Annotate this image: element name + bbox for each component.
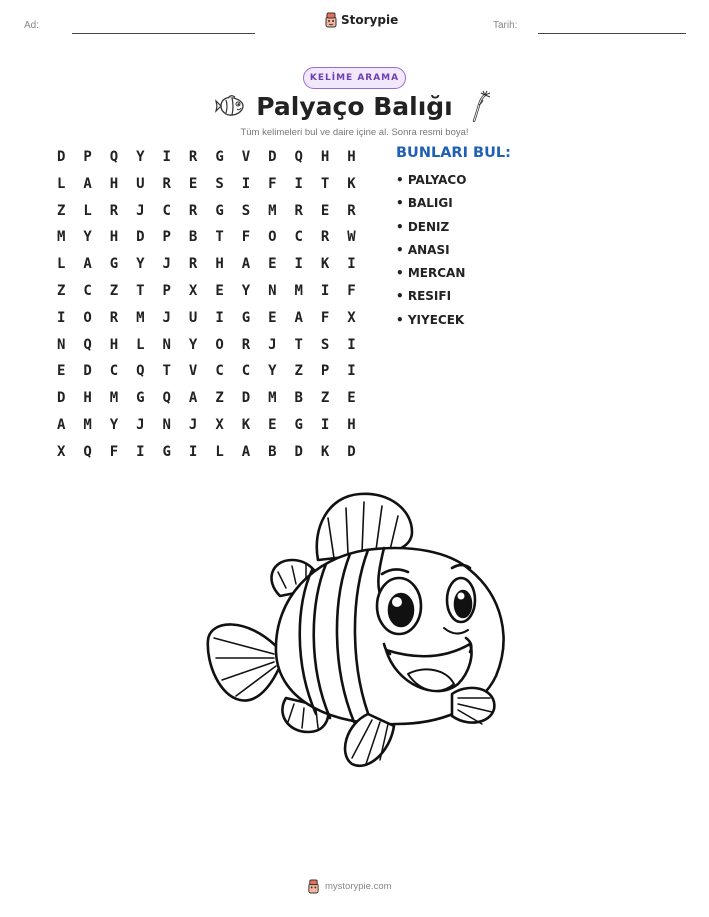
grid-letter[interactable]: D <box>347 443 356 460</box>
grid-letter[interactable]: D <box>56 149 66 165</box>
grid-letter[interactable]: R <box>294 202 303 219</box>
grid-letter[interactable]: R <box>320 229 330 246</box>
grid-letter[interactable]: X <box>347 309 356 326</box>
grid-letter[interactable]: C <box>109 363 119 380</box>
grid-letter[interactable]: P <box>320 363 330 380</box>
grid-letter[interactable]: B <box>268 443 277 460</box>
grid-letter[interactable]: T <box>294 336 303 353</box>
grid-letter[interactable]: Z <box>56 282 66 299</box>
grid-letter[interactable]: R <box>188 149 198 165</box>
grid-letter[interactable]: T <box>215 229 224 246</box>
grid-letter[interactable]: D <box>83 363 92 380</box>
grid-letter[interactable]: N <box>162 336 171 353</box>
grid-letter[interactable]: B <box>188 229 198 246</box>
instructions: Tüm kelimeleri bul ve daire içine al. Sonra resmi boya! <box>240 127 469 138</box>
grid-letter[interactable]: M <box>268 390 277 407</box>
grid-letter[interactable]: H <box>109 175 119 192</box>
grid-letter[interactable]: S <box>320 336 330 353</box>
grid-letter[interactable]: Q <box>83 443 92 460</box>
grid-letter[interactable]: Q <box>83 336 92 353</box>
grid-letter[interactable]: D <box>268 149 277 165</box>
grid-letter[interactable]: E <box>347 390 356 407</box>
grid-letter[interactable]: G <box>241 309 251 326</box>
grid-letter[interactable]: H <box>320 149 330 165</box>
grid-letter[interactable]: Z <box>56 202 66 219</box>
grid-letter[interactable]: H <box>215 256 224 273</box>
storypie-logo-icon <box>324 12 338 28</box>
grid-letter[interactable]: E <box>268 309 277 326</box>
grid-letter[interactable]: U <box>136 175 145 192</box>
grid-letter[interactable]: G <box>294 416 303 433</box>
grid-letter[interactable]: I <box>136 443 145 460</box>
page-title: Palyaço Balığı <box>256 92 453 121</box>
brand-logo <box>324 12 398 28</box>
grid-letter[interactable]: P <box>162 229 171 246</box>
grid-letter[interactable]: O <box>215 336 224 353</box>
grid-letter[interactable]: F <box>109 443 119 460</box>
grid-letter[interactable]: R <box>188 202 198 219</box>
grid-letter[interactable]: K <box>241 416 251 433</box>
grid-letter[interactable]: I <box>347 256 356 273</box>
grid-letter[interactable]: L <box>215 443 224 460</box>
grid-letter[interactable]: J <box>162 256 171 273</box>
grid-letter[interactable]: I <box>241 175 251 192</box>
grid-letter[interactable]: I <box>188 443 198 460</box>
grid-letter[interactable]: F <box>347 282 356 299</box>
grid-letter[interactable]: E <box>215 282 224 299</box>
grid-letter[interactable]: C <box>83 282 92 299</box>
grid-letter[interactable]: K <box>320 443 330 460</box>
grid-letter[interactable]: H <box>83 390 92 407</box>
grid-letter[interactable]: M <box>56 229 66 246</box>
grid-letter[interactable]: E <box>56 363 66 380</box>
grid-letter[interactable]: R <box>241 336 251 353</box>
date-label: Tarih: <box>493 20 518 31</box>
word-list-item: • PALYACO <box>396 173 467 187</box>
grid-letter[interactable]: Z <box>294 363 303 380</box>
grid-letter[interactable]: J <box>136 202 145 219</box>
grid-letter[interactable]: J <box>162 309 171 326</box>
grid-letter[interactable]: N <box>162 416 171 433</box>
grid-letter[interactable]: G <box>215 202 224 219</box>
word-list-item: • DENIZ <box>396 219 450 234</box>
grid-letter[interactable]: I <box>294 256 303 273</box>
grid-letter[interactable]: T <box>136 282 145 299</box>
grid-letter[interactable]: C <box>215 363 224 380</box>
grid-letter[interactable]: C <box>241 363 251 380</box>
grid-letter[interactable]: I <box>56 309 66 326</box>
grid-letter[interactable]: I <box>320 416 330 433</box>
grid-letter[interactable]: A <box>241 256 251 273</box>
grid-letter[interactable]: R <box>109 309 119 326</box>
grid-letter[interactable]: K <box>320 256 330 273</box>
grid-letter[interactable]: J <box>188 416 198 433</box>
grid-letter[interactable]: Q <box>294 149 303 165</box>
grid-letter[interactable]: G <box>136 390 145 407</box>
grid-letter[interactable]: I <box>347 363 356 380</box>
grid-letter[interactable]: M <box>83 416 92 433</box>
grid-letter[interactable]: Y <box>188 336 198 353</box>
grid-letter[interactable]: G <box>109 256 119 273</box>
grid-letter[interactable]: S <box>215 175 224 192</box>
grid-letter[interactable]: L <box>56 175 66 192</box>
grid-letter[interactable]: Q <box>136 363 145 380</box>
grid-letter[interactable]: E <box>188 175 198 192</box>
grid-letter[interactable]: H <box>109 229 119 246</box>
grid-letter[interactable]: D <box>56 390 66 407</box>
grid-letter[interactable]: N <box>268 282 277 299</box>
grid-letter[interactable]: G <box>215 149 224 165</box>
grid-letter[interactable]: Z <box>320 390 330 407</box>
grid-letter[interactable]: D <box>241 390 251 407</box>
word-list-item: • MERCAN <box>396 266 466 281</box>
grid-letter[interactable]: M <box>294 282 303 299</box>
grid-letter[interactable]: J <box>268 336 277 353</box>
grid-letter[interactable]: H <box>347 416 356 433</box>
grid-letter[interactable]: E <box>320 202 330 219</box>
grid-letter[interactable]: S <box>241 202 251 219</box>
grid-letter[interactable]: L <box>136 336 145 353</box>
grid-letter[interactable]: R <box>162 175 171 192</box>
grid-letter[interactable]: W <box>347 229 356 246</box>
grid-letter[interactable]: R <box>188 256 198 273</box>
grid-letter[interactable]: K <box>347 175 356 192</box>
grid-letter[interactable]: B <box>294 390 303 407</box>
date-line <box>538 33 686 34</box>
grid-letter[interactable]: T <box>320 175 330 192</box>
grid-letter[interactable]: H <box>109 336 119 353</box>
grid-letter[interactable]: D <box>294 443 303 460</box>
clownfish-coloring-illustration <box>200 488 510 768</box>
grid-letter[interactable]: A <box>56 416 66 433</box>
grid-letter[interactable]: U <box>188 309 198 326</box>
grid-letter[interactable]: Z <box>109 282 119 299</box>
grid-letter[interactable]: A <box>83 256 92 273</box>
grid-letter[interactable]: Q <box>162 390 171 407</box>
grid-letter[interactable]: I <box>347 336 356 353</box>
grid-letter[interactable]: I <box>294 175 303 192</box>
grid-letter[interactable]: J <box>136 416 145 433</box>
grid-letter[interactable]: H <box>347 149 356 165</box>
grid-letter[interactable]: A <box>83 175 92 192</box>
grid-letter[interactable]: Q <box>109 149 119 165</box>
grid-letter[interactable]: Y <box>241 282 251 299</box>
grid-letter[interactable]: Y <box>136 256 145 273</box>
word-list-item: • RESIFI <box>396 289 452 304</box>
grid-letter[interactable]: F <box>320 309 330 326</box>
grid-letter[interactable]: V <box>241 149 251 165</box>
word-list-item: • YIYECEK <box>396 312 465 327</box>
grid-letter[interactable]: X <box>215 416 224 433</box>
grid-letter[interactable]: Z <box>215 390 224 407</box>
grid-letter[interactable]: A <box>294 309 303 326</box>
grid-letter[interactable]: G <box>162 443 171 460</box>
grid-letter[interactable]: A <box>188 390 198 407</box>
grid-letter[interactable]: Y <box>109 416 119 433</box>
grid-letter[interactable]: D <box>136 229 145 246</box>
grid-letter[interactable]: M <box>268 202 277 219</box>
coral-icon <box>470 90 492 122</box>
grid-letter[interactable]: R <box>347 202 356 219</box>
grid-letter[interactable]: L <box>56 256 66 273</box>
word-search-grid <box>48 147 365 469</box>
word-list-item: • ANASI <box>396 242 450 257</box>
word-list-item: • BALIGI <box>396 196 453 211</box>
grid-letter[interactable]: Y <box>136 149 145 165</box>
word-list <box>396 172 466 335</box>
name-line <box>72 33 255 34</box>
puzzle-type-badge: KELİME ARAMA <box>303 67 406 89</box>
grid-letter[interactable]: O <box>83 309 92 326</box>
footer-url[interactable]: mystorypie.com <box>325 881 392 892</box>
grid-letter[interactable]: X <box>188 282 198 299</box>
name-label: Ad: <box>24 20 40 31</box>
grid-letter[interactable]: P <box>162 282 171 299</box>
grid-letter[interactable]: N <box>56 336 66 353</box>
grid-letter[interactable]: R <box>109 202 119 219</box>
grid-letter[interactable]: E <box>268 256 277 273</box>
grid-letter[interactable]: Y <box>268 363 277 380</box>
grid-letter[interactable]: I <box>320 282 330 299</box>
grid-letter[interactable]: X <box>56 443 66 460</box>
footer <box>307 879 392 894</box>
grid-letter[interactable]: Y <box>83 229 92 246</box>
grid-letter[interactable]: A <box>241 443 251 460</box>
grid-letter[interactable]: I <box>162 149 171 165</box>
grid-letter[interactable]: C <box>294 229 303 246</box>
grid-letter[interactable]: T <box>162 363 171 380</box>
grid-letter[interactable]: E <box>268 416 277 433</box>
storypie-logo-icon <box>307 879 320 894</box>
grid-letter[interactable]: M <box>109 390 119 407</box>
grid-letter[interactable]: P <box>83 149 92 165</box>
grid-letter[interactable]: L <box>83 202 92 219</box>
brand-name: Storypie <box>341 13 399 27</box>
grid-letter[interactable]: V <box>188 363 198 380</box>
grid-letter[interactable]: O <box>268 229 277 246</box>
grid-letter[interactable]: F <box>241 229 251 246</box>
grid-letter[interactable]: F <box>268 175 277 192</box>
word-list-heading: BUNLARI BUL: <box>396 145 511 161</box>
grid-letter[interactable]: I <box>215 309 224 326</box>
grid-letter[interactable]: C <box>162 202 171 219</box>
grid-letter[interactable]: M <box>136 309 145 326</box>
